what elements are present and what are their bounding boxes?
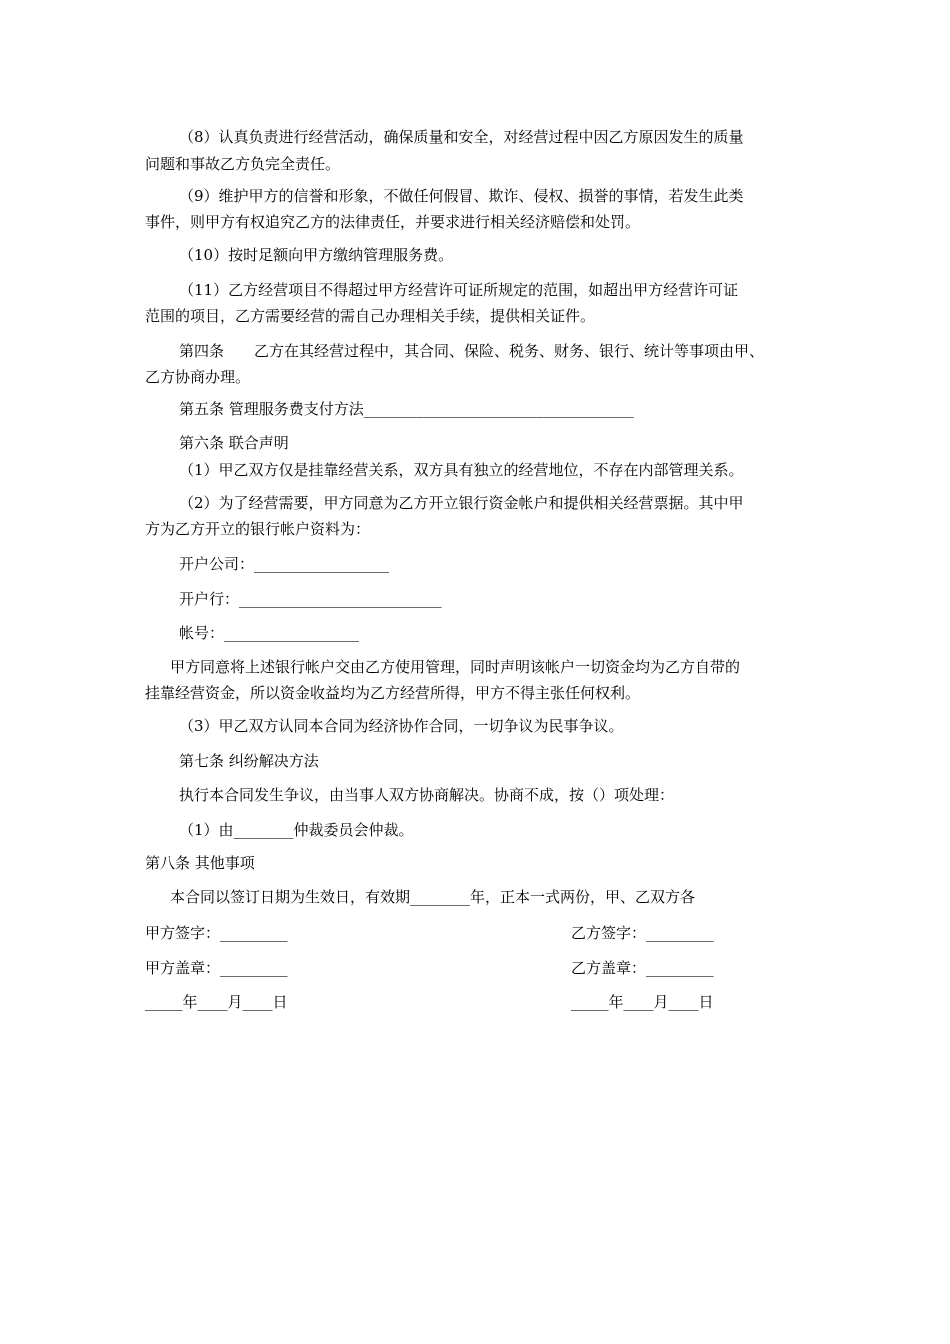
article-6-item-2-line-1: （2）为了经营需要，甲方同意为乙方开立银行资金帐户和提供相关经营票据。其中甲	[179, 494, 744, 512]
party-b-signature-field: 乙方签字：_________	[571, 924, 714, 942]
article-7-item-1: （1）由________仲裁委员会仲裁。	[179, 821, 414, 839]
clause-10: （10）按时足额向甲方缴纳管理服务费。	[179, 246, 454, 264]
account-number-field: 帐号：__________________	[179, 624, 360, 642]
clause-8-line-2: 问题和事故乙方负完全责任。	[145, 155, 341, 173]
party-a-seal-field: 甲方盖章：_________	[145, 959, 288, 977]
account-statement-line-1: 甲方同意将上述银行帐户交由乙方使用管理，同时声明该帐户一切资金均为乙方自带的	[170, 658, 741, 676]
party-a-date-field: _____年____月____日	[145, 993, 288, 1011]
article-5: 第五条 管理服务费支付方法____________________________________	[179, 400, 634, 418]
article-7-body: 执行本合同发生争议，由当事人双方协商解决。协商不成，按（）项处理：	[179, 786, 675, 804]
article-4-line-1: 第四条 乙方在其经营过程中，其合同、保险、税务、财务、银行、统计等事项由甲、	[179, 342, 765, 360]
article-7-heading: 第七条 纠纷解决方法	[179, 752, 319, 770]
account-statement-line-2: 挂靠经营资金，所以资金收益均为乙方经营所得，甲方不得主张任何权利。	[145, 684, 641, 702]
clause-9-line-2: 事件，则甲方有权追究乙方的法律责任，并要求进行相关经济赔偿和处罚。	[145, 213, 641, 231]
article-8-body: 本合同以签订日期为生效日，有效期________年，正本一式两份，甲、乙双方各	[170, 888, 696, 906]
party-b-date-field: _____年____月____日	[571, 993, 714, 1011]
party-a-signature-field: 甲方签字：_________	[145, 924, 288, 942]
article-6-item-2-line-2: 方为乙方开立的银行帐户资料为：	[145, 520, 371, 538]
clause-8-line-1: （8）认真负责进行经营活动，确保质量和安全，对经营过程中因乙方原因发生的质量	[179, 128, 744, 146]
article-6-item-1: （1）甲乙双方仅是挂靠经营关系，双方具有独立的经营地位，不存在内部管理关系。	[179, 461, 744, 479]
article-8-heading: 第八条 其他事项	[145, 854, 255, 872]
account-bank-field: 开户行：___________________________	[179, 590, 442, 608]
clause-11-line-1: （11）乙方经营项目不得超过甲方经营许可证所规定的范围，如超出甲方经营许可证	[179, 281, 739, 299]
party-b-seal-field: 乙方盖章：_________	[571, 959, 714, 977]
clause-11-line-2: 范围的项目，乙方需要经营的需自己办理相关手续，提供相关证件。	[145, 307, 596, 325]
clause-9-line-1: （9）维护甲方的信誉和形象，不做任何假冒、欺诈、侵权、损誉的事情，若发生此类	[179, 187, 744, 205]
article-4-line-2: 乙方协商办理。	[145, 368, 251, 386]
article-6-heading: 第六条 联合声明	[179, 434, 289, 452]
article-6-item-3: （3）甲乙双方认同本合同为经济协作合同，一切争议为民事争议。	[179, 717, 624, 735]
account-company-field: 开户公司：__________________	[179, 555, 390, 573]
